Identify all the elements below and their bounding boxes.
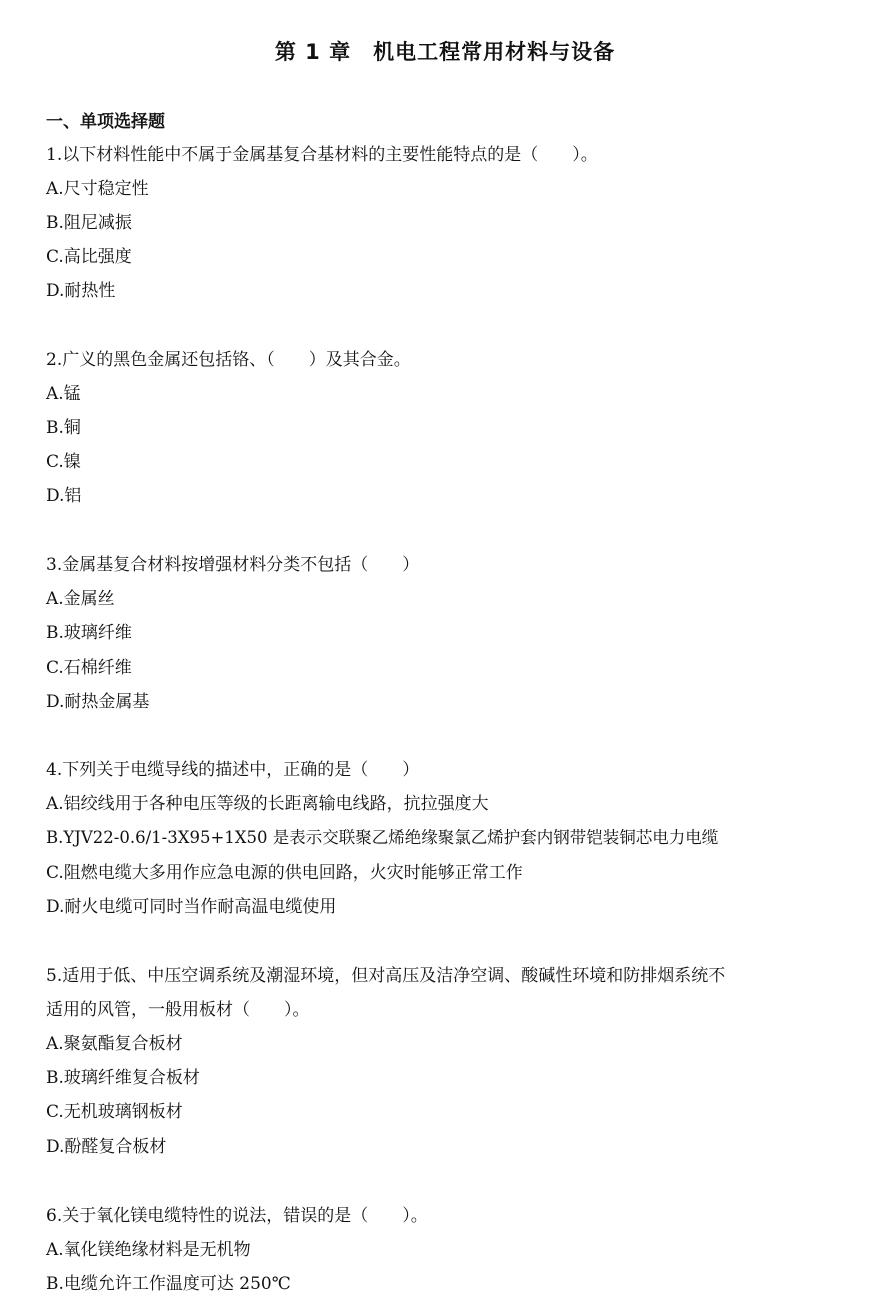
question-3-option-b: B.玻璃纤维	[46, 623, 132, 643]
question-4-option-d: D.耐火电缆可同时当作耐高温电缆使用	[46, 897, 337, 917]
question-5-stem-line-2: 适用的风管，一般用板材（ ）。	[46, 1000, 310, 1020]
chapter-title: 第 1 章 机电工程常用材料与设备	[274, 40, 616, 64]
question-3-option-a: A.金属丝	[46, 589, 115, 609]
question-4-option-a: A.铝绞线用于各种电压等级的长距离输电线路，抗拉强度大	[46, 794, 489, 814]
question-1-option-c: C.高比强度	[46, 247, 132, 267]
question-6-option-a: A.氧化镁绝缘材料是无机物	[46, 1240, 251, 1260]
question-2-option-c: C.镍	[46, 452, 81, 472]
question-1-option-a: A.尺寸稳定性	[46, 179, 149, 199]
question-5-option-d: D.酚醛复合板材	[46, 1137, 167, 1157]
question-5-option-b: B.玻璃纤维复合板材	[46, 1068, 200, 1088]
question-6-stem: 6.关于氧化镁电缆特性的说法，错误的是（ ）。	[46, 1206, 428, 1226]
question-1-stem: 1.以下材料性能中不属于金属基复合基材料的主要性能特点的是（ ）。	[46, 145, 598, 165]
question-3-option-c: C.石棉纤维	[46, 658, 132, 678]
question-5-stem-line-1: 5.适用于低、中压空调系统及潮湿环境，但对高压及洁净空调、酸碱性环境和防排烟系统不	[46, 966, 726, 986]
question-2-option-b: B.铜	[46, 418, 81, 438]
question-1-option-b: B.阻尼减振	[46, 213, 132, 233]
question-3-stem: 3.金属基复合材料按增强材料分类不包括（ ）	[46, 555, 420, 575]
question-6-option-b: B.电缆允许工作温度可达 250℃	[46, 1274, 291, 1294]
question-2-option-d: D.铝	[46, 486, 82, 506]
question-4-option-c: C.阻燃电缆大多用作应急电源的供电回路，火灾时能够正常工作	[46, 863, 523, 883]
question-4-stem: 4.下列关于电缆导线的描述中，正确的是（ ）	[46, 760, 420, 780]
question-4-option-b: B.YJV22-0.6/1-3X95+1X50 是表示交联聚乙烯绝缘聚氯乙烯护套内钢带铠装铜芯电力电缆	[46, 828, 719, 847]
question-2-stem: 2.广义的黑色金属还包括铬、（ ）及其合金。	[46, 350, 411, 370]
question-5-option-c: C.无机玻璃钢板材	[46, 1102, 183, 1122]
question-3-option-d: D.耐热金属基	[46, 692, 150, 712]
section-heading: 一、单项选择题	[46, 112, 165, 132]
question-2-option-a: A.锰	[46, 384, 81, 404]
question-5-option-a: A.聚氨酯复合板材	[46, 1034, 183, 1054]
question-1-option-d: D.耐热性	[46, 281, 116, 301]
